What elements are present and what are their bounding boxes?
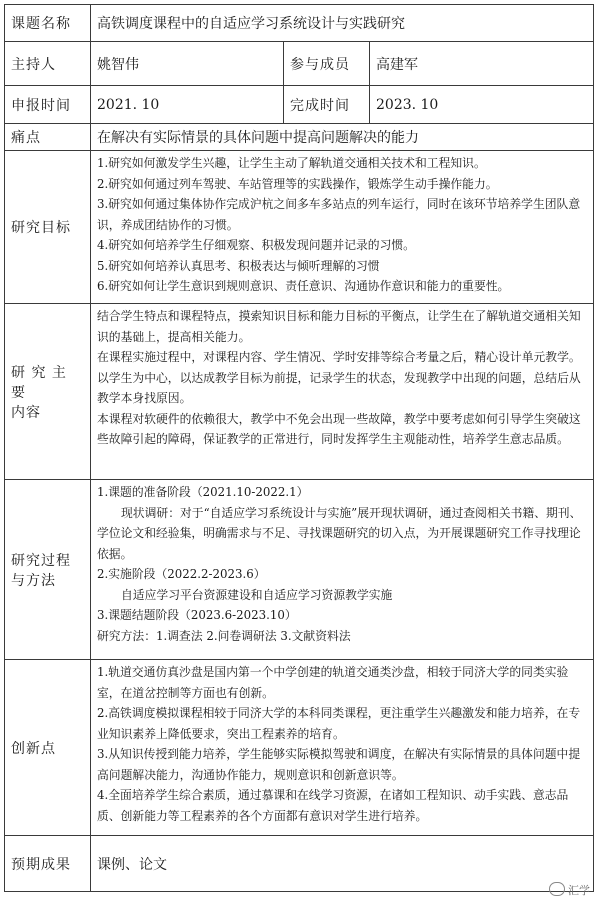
goal-item: 5.研究如何培养认真思考、积极表达与倾听理解的习惯 (97, 258, 380, 273)
chat-bubble-icon (549, 882, 565, 896)
process-row (5, 480, 594, 660)
title-row (5, 5, 594, 42)
pain-row (5, 124, 594, 151)
apply-date-value: 2021. 10 (91, 86, 284, 124)
stage3-heading: 3.课题结题阶段（2023.6-2023.10） (97, 608, 297, 622)
process-content (91, 480, 594, 660)
content-label-line2: 内容 (11, 404, 41, 421)
content-paragraph: 结合学生特点和课程特点，摸索知识目标和能力目标的平衡点，让学生在了解轨道交通相关知识的基础上，提高相关能力。 (97, 309, 581, 344)
goal-item: 3.研究如何通过集体协作完成沪杭之间多车多站点的列车运行，同时在该环节培养学生团队意识，养成团结协作的习惯。 (97, 197, 581, 232)
pain-label: 痛点 (5, 124, 91, 151)
methods: 研究方法：1.调查法 2.问卷调研法 3.文献资料法 (97, 628, 351, 643)
process-label-line1: 研究过程 (11, 552, 71, 569)
results-value: 课例、论文 (91, 836, 594, 892)
content-label (5, 304, 91, 480)
host-label: 主持人 (5, 42, 91, 86)
innovation-row (5, 660, 594, 836)
apply-date-label: 申报时间 (5, 86, 91, 124)
goal-item: 6.研究如何让学生意识到规则意识、责任意识、沟通协作意识和能力的重要性。 (97, 279, 510, 293)
stage1-heading: 1.课题的准备阶段（2021.10-2022.1） (97, 485, 309, 499)
content-paragraph: 在课程实施过程中，对课程内容、学生情况、学时安排等综合考量之后，精心设计单元教学。以学生为中心，以达成教学目标为前提，记录学生的状态，发现教学中出现的问题，总结后从教学本身找原因。 (97, 350, 581, 405)
process-label-line2: 与方法 (11, 572, 56, 589)
stage1-text: 现状调研：对于“自适应学习系统设计与实施”展开现状调研，通过查阅相关书籍、期刊、学位论文和经验集，明确需求与不足、寻找课题研究的切入点，为开展课题研究工作寻找理论依据。 (97, 505, 582, 561)
title-value: 高铁调度课程中的自适应学习系统设计与实践研究 (91, 5, 594, 42)
title-label: 课题名称 (5, 5, 91, 42)
content-paragraphs (91, 304, 594, 480)
date-row (5, 86, 594, 124)
member-value: 高建军 (370, 42, 594, 86)
done-date-value: 2023. 10 (370, 86, 594, 124)
innovation-item: 4.全面培养学生综合素质，通过慕课和在线学习资源，在诸如工程知识、动手实践、意志品质、创新能力等工程素养的各个方面都有意识对学生进行培养。 (97, 788, 569, 823)
goals-list (91, 151, 594, 304)
host-value: 姚智伟 (91, 42, 284, 86)
pain-value: 在解决有实际情景的具体问题中提高问题解决的能力 (91, 124, 594, 151)
goals-row (5, 151, 594, 304)
watermark-text: 汇学 (568, 884, 590, 897)
project-table (4, 4, 594, 892)
content-row (5, 304, 594, 480)
goal-item: 2.研究如何通过列车驾驶、车站管理等的实践操作，锻炼学生动手操作能力。 (97, 176, 498, 191)
goal-item: 1.研究如何激发学生兴趣，让学生主动了解轨道交通相关技术和工程知识。 (97, 156, 486, 170)
done-date-label: 完成时间 (284, 86, 370, 124)
content-paragraph: 本课程对软硬件的依赖很大，教学中不免会出现一些故障，教学中要考虑如何引导学生突破这些故障引起的障碍，保证教学的正常进行，同时发挥学生主观能动性，培养学生意志品质。 (97, 411, 581, 446)
innovation-label: 创新点 (5, 660, 91, 836)
innovation-item: 2.高铁调度模拟课程相较于同济大学的本科同类课程，更注重学生兴趣激发和能力培养，在专业知识素养上降低要求，突出工程素养的培育。 (97, 706, 581, 741)
results-row (5, 836, 594, 892)
watermark (549, 882, 590, 898)
process-label (5, 480, 91, 660)
member-label: 参与成员 (284, 42, 370, 86)
innovation-item: 1.轨道交通仿真沙盘是国内第一个中学创建的轨道交通类沙盘，相较于同济大学的同类实验室，在道岔控制等方面也有创新。 (97, 665, 569, 700)
results-label: 预期成果 (5, 836, 91, 892)
goal-item: 4.研究如何培养学生仔细观察、积极发现问题并记录的习惯。 (97, 238, 415, 252)
host-row (5, 42, 594, 86)
innovation-item: 3.从知识传授到能力培养，学生能够实际模拟驾驶和调度，在解决有实际情景的具体问题中提高问题解决能力，沟通协作能力，规则意识和创新意识等。 (97, 747, 581, 782)
innovation-list (91, 660, 594, 836)
stage2-text: 自适应学习平台资源建设和自适应学习资源教学实施 (121, 587, 393, 602)
stage2-heading: 2.实施阶段（2022.2-2023.6） (97, 567, 266, 581)
goals-label: 研究目标 (5, 151, 91, 304)
content-label-line1: 研 究 主 要 (11, 364, 67, 401)
